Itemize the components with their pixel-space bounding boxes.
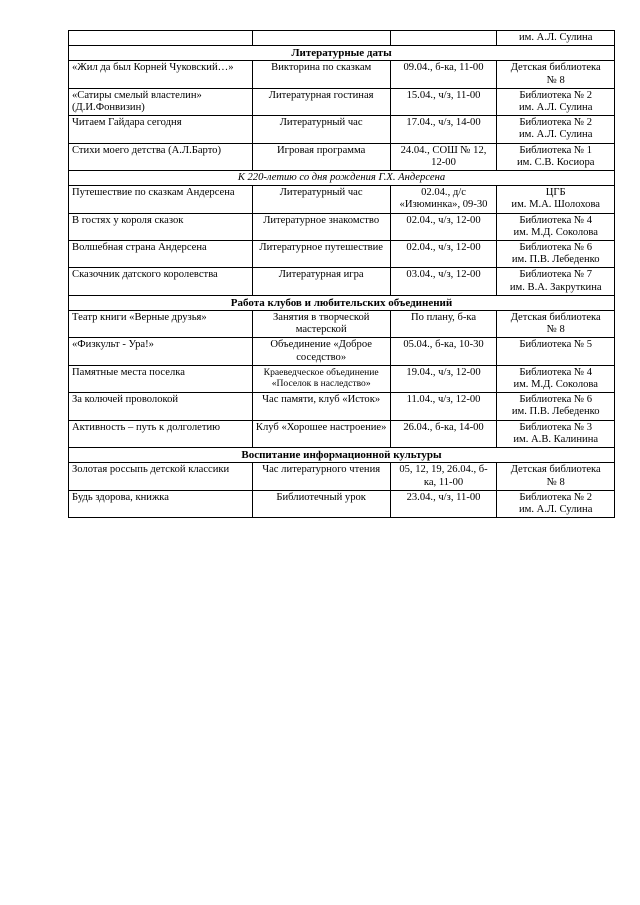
- section-title: Литературные даты: [69, 46, 615, 61]
- place-line: им. А.В. Калинина: [513, 433, 599, 445]
- place-line: № 8: [546, 324, 565, 336]
- place-line: № 8: [546, 74, 565, 86]
- events-table-body: [69, 31, 615, 518]
- event-form-cell: Час памяти, клуб «Исток»: [252, 393, 390, 420]
- place-line: им. А.Л. Сулина: [519, 503, 593, 515]
- event-date-cell: 02.04., ч/з, 12-00: [390, 213, 497, 240]
- event-form-cell: Игровая программа: [252, 143, 390, 170]
- table-row: [69, 241, 615, 268]
- place-line: Детская библиотека: [510, 464, 601, 476]
- event-place-cell: [497, 393, 615, 420]
- event-date-cell: 19.04., ч/з, 12-00: [390, 365, 497, 392]
- event-date-cell: 15.04., ч/з, 11-00: [390, 88, 497, 115]
- event-form-cell: Литературное путешествие: [252, 241, 390, 268]
- place-line: им. А.Л. Сулина: [519, 102, 593, 114]
- event-form-cell: Литературный час: [252, 186, 390, 213]
- event-place-cell: [497, 31, 615, 46]
- subsection-title: К 220-летию со дня рождения Г.Х. Андерсена: [69, 171, 615, 186]
- event-date-cell: 11.04., ч/з, 12-00: [390, 393, 497, 420]
- event-date-cell: 09.04., б-ка, 11-00: [390, 61, 497, 88]
- event-name-cell: В гостях у короля сказок: [69, 213, 253, 240]
- event-date-cell: 02.04., ч/з, 12-00: [390, 241, 497, 268]
- place-line: им. М.Д. Соколова: [513, 379, 598, 391]
- event-date-cell: 05.04., б-ка, 10-30: [390, 338, 497, 365]
- event-date-cell: 23.04., ч/з, 11-00: [390, 490, 497, 517]
- table-row: [69, 143, 615, 170]
- event-name-cell: Сказочник датского королевства: [69, 268, 253, 295]
- event-form-cell: Час литературного чтения: [252, 463, 390, 490]
- table-row: [69, 463, 615, 490]
- events-table: [68, 30, 615, 518]
- place-line: им. П.В. Лебеденко: [511, 254, 600, 266]
- place-line: Библиотека № 6: [519, 242, 593, 254]
- event-place-cell: [497, 490, 615, 517]
- place-line: Библиотека № 2: [519, 491, 593, 503]
- place-line: Библиотека № 6: [519, 394, 593, 406]
- event-place-cell: [497, 186, 615, 213]
- place-line: № 8: [546, 476, 565, 488]
- event-place-cell: [497, 143, 615, 170]
- event-date-cell: По плану, б-ка: [390, 311, 497, 338]
- event-place-cell: [497, 338, 615, 365]
- event-name-cell: Читаем Гайдара сегодня: [69, 116, 253, 143]
- event-date-cell: 02.04., д/с «Изюминка», 09-30: [390, 186, 497, 213]
- place-line: Библиотека № 4: [519, 366, 593, 378]
- event-date-cell: 03.04., ч/з, 12-00: [390, 268, 497, 295]
- place-line: Библиотека № 2: [519, 117, 593, 129]
- place-line: им. П.В. Лебеденко: [511, 406, 600, 418]
- event-place-cell: [497, 420, 615, 447]
- place-line: Библиотека № 3: [519, 421, 593, 433]
- event-form-cell: Литературная игра: [252, 268, 390, 295]
- event-form-cell: Литературное знакомство: [252, 213, 390, 240]
- table-row: [69, 393, 615, 420]
- event-place-cell: [497, 241, 615, 268]
- event-name-cell: «Сатиры смелый властелин» (Д.И.Фонвизин): [69, 88, 253, 115]
- event-date-cell: 26.04., б-ка, 14-00: [390, 420, 497, 447]
- event-date-cell: [390, 31, 497, 46]
- table-row: [69, 338, 615, 365]
- event-date-cell: 05, 12, 19, 26.04., б-ка, 11-00: [390, 463, 497, 490]
- event-name-cell: Памятные места поселка: [69, 365, 253, 392]
- section-title: Воспитание информационной культуры: [69, 448, 615, 463]
- table-row: [69, 365, 615, 392]
- section-header-row: [69, 295, 615, 310]
- event-form-cell: Клуб «Хорошее настроение»: [252, 420, 390, 447]
- table-row: [69, 186, 615, 213]
- event-name-cell: Активность – путь к долголетию: [69, 420, 253, 447]
- event-name-cell: «Физкульт - Ура!»: [69, 338, 253, 365]
- event-date-cell: 24.04., СОШ № 12, 12-00: [390, 143, 497, 170]
- place-line: им. А.Л. Сулина: [519, 129, 593, 141]
- event-form-cell: Библиотечный урок: [252, 490, 390, 517]
- event-form-cell: Объединение «Доброе соседство»: [252, 338, 390, 365]
- place-line: Библиотека № 2: [519, 89, 593, 101]
- event-name-cell: Театр книги «Верные друзья»: [69, 311, 253, 338]
- table-row: [69, 61, 615, 88]
- event-place-cell: [497, 365, 615, 392]
- section-header-row: [69, 46, 615, 61]
- place-line: Детская библиотека: [510, 62, 601, 74]
- table-row: [69, 490, 615, 517]
- table-row: [69, 311, 615, 338]
- place-line: им. М.А. Шолохова: [511, 199, 601, 211]
- place-line: им. С.В. Косиора: [516, 156, 595, 168]
- event-name-cell: За колючей проволокой: [69, 393, 253, 420]
- place-line: Библиотека № 1: [519, 144, 593, 156]
- subsection-header-row: [69, 171, 615, 186]
- event-name-cell: Волшебная страна Андерсена: [69, 241, 253, 268]
- event-place-cell: [497, 61, 615, 88]
- event-place-cell: [497, 463, 615, 490]
- event-form-cell: Викторина по сказкам: [252, 61, 390, 88]
- table-row: [69, 88, 615, 115]
- event-form-cell: Литературный час: [252, 116, 390, 143]
- place-line: им. А.Л. Сулина: [519, 32, 593, 43]
- place-line: Библиотека № 5: [519, 339, 593, 351]
- event-form-cell: [252, 31, 390, 46]
- table-row: [69, 213, 615, 240]
- event-name-cell: Золотая россыпь детской классики: [69, 463, 253, 490]
- place-line: Детская библиотека: [510, 312, 601, 324]
- event-place-cell: [497, 213, 615, 240]
- table-row: [69, 31, 615, 46]
- event-place-cell: [497, 311, 615, 338]
- table-row: [69, 268, 615, 295]
- place-line: Библиотека № 7: [519, 269, 593, 281]
- place-line: ЦГБ: [545, 187, 566, 199]
- event-date-cell: 17.04., ч/з, 14-00: [390, 116, 497, 143]
- section-header-row: [69, 448, 615, 463]
- event-name-cell: [69, 31, 253, 46]
- table-row: [69, 116, 615, 143]
- event-form-cell: Краеведческое объединение «Поселок в наследство»: [252, 365, 390, 392]
- section-title: Работа клубов и любительских объединений: [69, 295, 615, 310]
- place-line: Библиотека № 4: [519, 214, 593, 226]
- event-name-cell: Стихи моего детства (А.Л.Барто): [69, 143, 253, 170]
- event-name-cell: Будь здорова, книжка: [69, 490, 253, 517]
- table-row: [69, 420, 615, 447]
- event-name-cell: «Жил да был Корней Чуковский…»: [69, 61, 253, 88]
- event-form-cell: Литературная гостиная: [252, 88, 390, 115]
- event-place-cell: [497, 116, 615, 143]
- place-line: им. В.А. Закруткина: [509, 281, 602, 293]
- event-name-cell: Путешествие по сказкам Андерсена: [69, 186, 253, 213]
- event-form-cell: Занятия в творческой мастерской: [252, 311, 390, 338]
- event-place-cell: [497, 268, 615, 295]
- event-place-cell: [497, 88, 615, 115]
- place-line: им. М.Д. Соколова: [513, 226, 598, 238]
